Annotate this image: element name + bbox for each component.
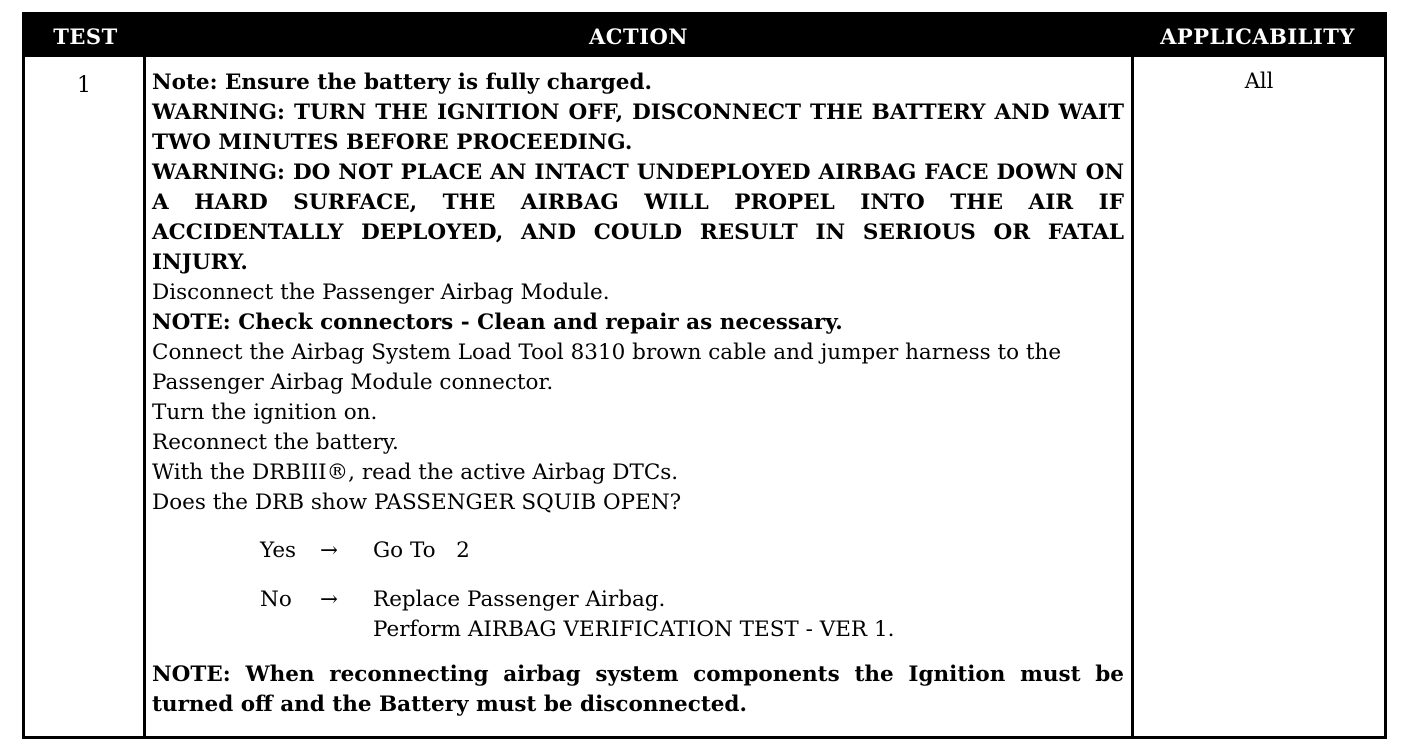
result-line: Replace Passenger Airbag. — [373, 587, 666, 612]
applicability-value: All — [1244, 69, 1274, 93]
warning-airbag: WARNING: DO NOT PLACE AN INTACT UNDEPLOYED AIRBAG FACE DOWN ON A HARD SURFACE, THE AIRBAG WILL PROPEL INTO THE AIR IF ACCIDENTALLY DEPLOYED, AND COULD RESULT IN SERIOUS OR FATAL INJURY. — [152, 160, 1124, 275]
note-connectors: NOTE: Check connectors - Clean and repair as necessary. — [152, 310, 843, 335]
step-connect: Connect the Airbag System Load Tool 8310 brown cable and jumper harness to the Passenger Airbag Module connector. — [152, 340, 1062, 395]
answer-result — [373, 536, 1124, 566]
diagnostic-table — [22, 12, 1387, 739]
action-cell — [152, 68, 1124, 720]
answer-label: Yes — [260, 538, 297, 563]
step-disconnect: Disconnect the Passenger Airbag Module. — [152, 280, 610, 305]
answers — [260, 536, 1124, 645]
step-read-dtcs: With the DRBIII®, read the active Airbag DTCs. — [152, 460, 679, 485]
step-reconnect-battery: Reconnect the battery. — [152, 430, 399, 455]
note-battery: Note: Ensure the battery is fully charged. — [152, 70, 652, 95]
arrow-icon: → — [320, 587, 339, 612]
column-divider — [143, 57, 146, 736]
note-reconnecting: NOTE: When reconnecting airbag system components the Ignition must be turned off and the Battery must be disconnected. — [152, 662, 1124, 717]
answer-result — [373, 585, 1124, 645]
warning-ignition: WARNING: TURN THE IGNITION OFF, DISCONNECT THE BATTERY AND WAIT TWO MINUTES BEFORE PROCEEDING. — [152, 100, 1124, 155]
result-line: Go To 2 — [373, 538, 470, 563]
header-test: TEST — [53, 24, 118, 49]
header-applicability: APPLICABILITY — [1160, 24, 1355, 49]
arrow-icon: → — [320, 538, 339, 563]
step-ignition-on: Turn the ignition on. — [152, 400, 378, 425]
column-divider — [1131, 57, 1134, 736]
answer-yes — [260, 536, 1124, 566]
table-header — [25, 15, 1384, 57]
question: Does the DRB show PASSENGER SQUIB OPEN? — [152, 490, 682, 515]
result-line: Perform AIRBAG VERIFICATION TEST - VER 1. — [373, 617, 895, 642]
answer-label: No — [260, 587, 292, 612]
answer-no — [260, 585, 1124, 645]
test-number: 1 — [77, 73, 91, 98]
header-action: ACTION — [589, 24, 688, 49]
